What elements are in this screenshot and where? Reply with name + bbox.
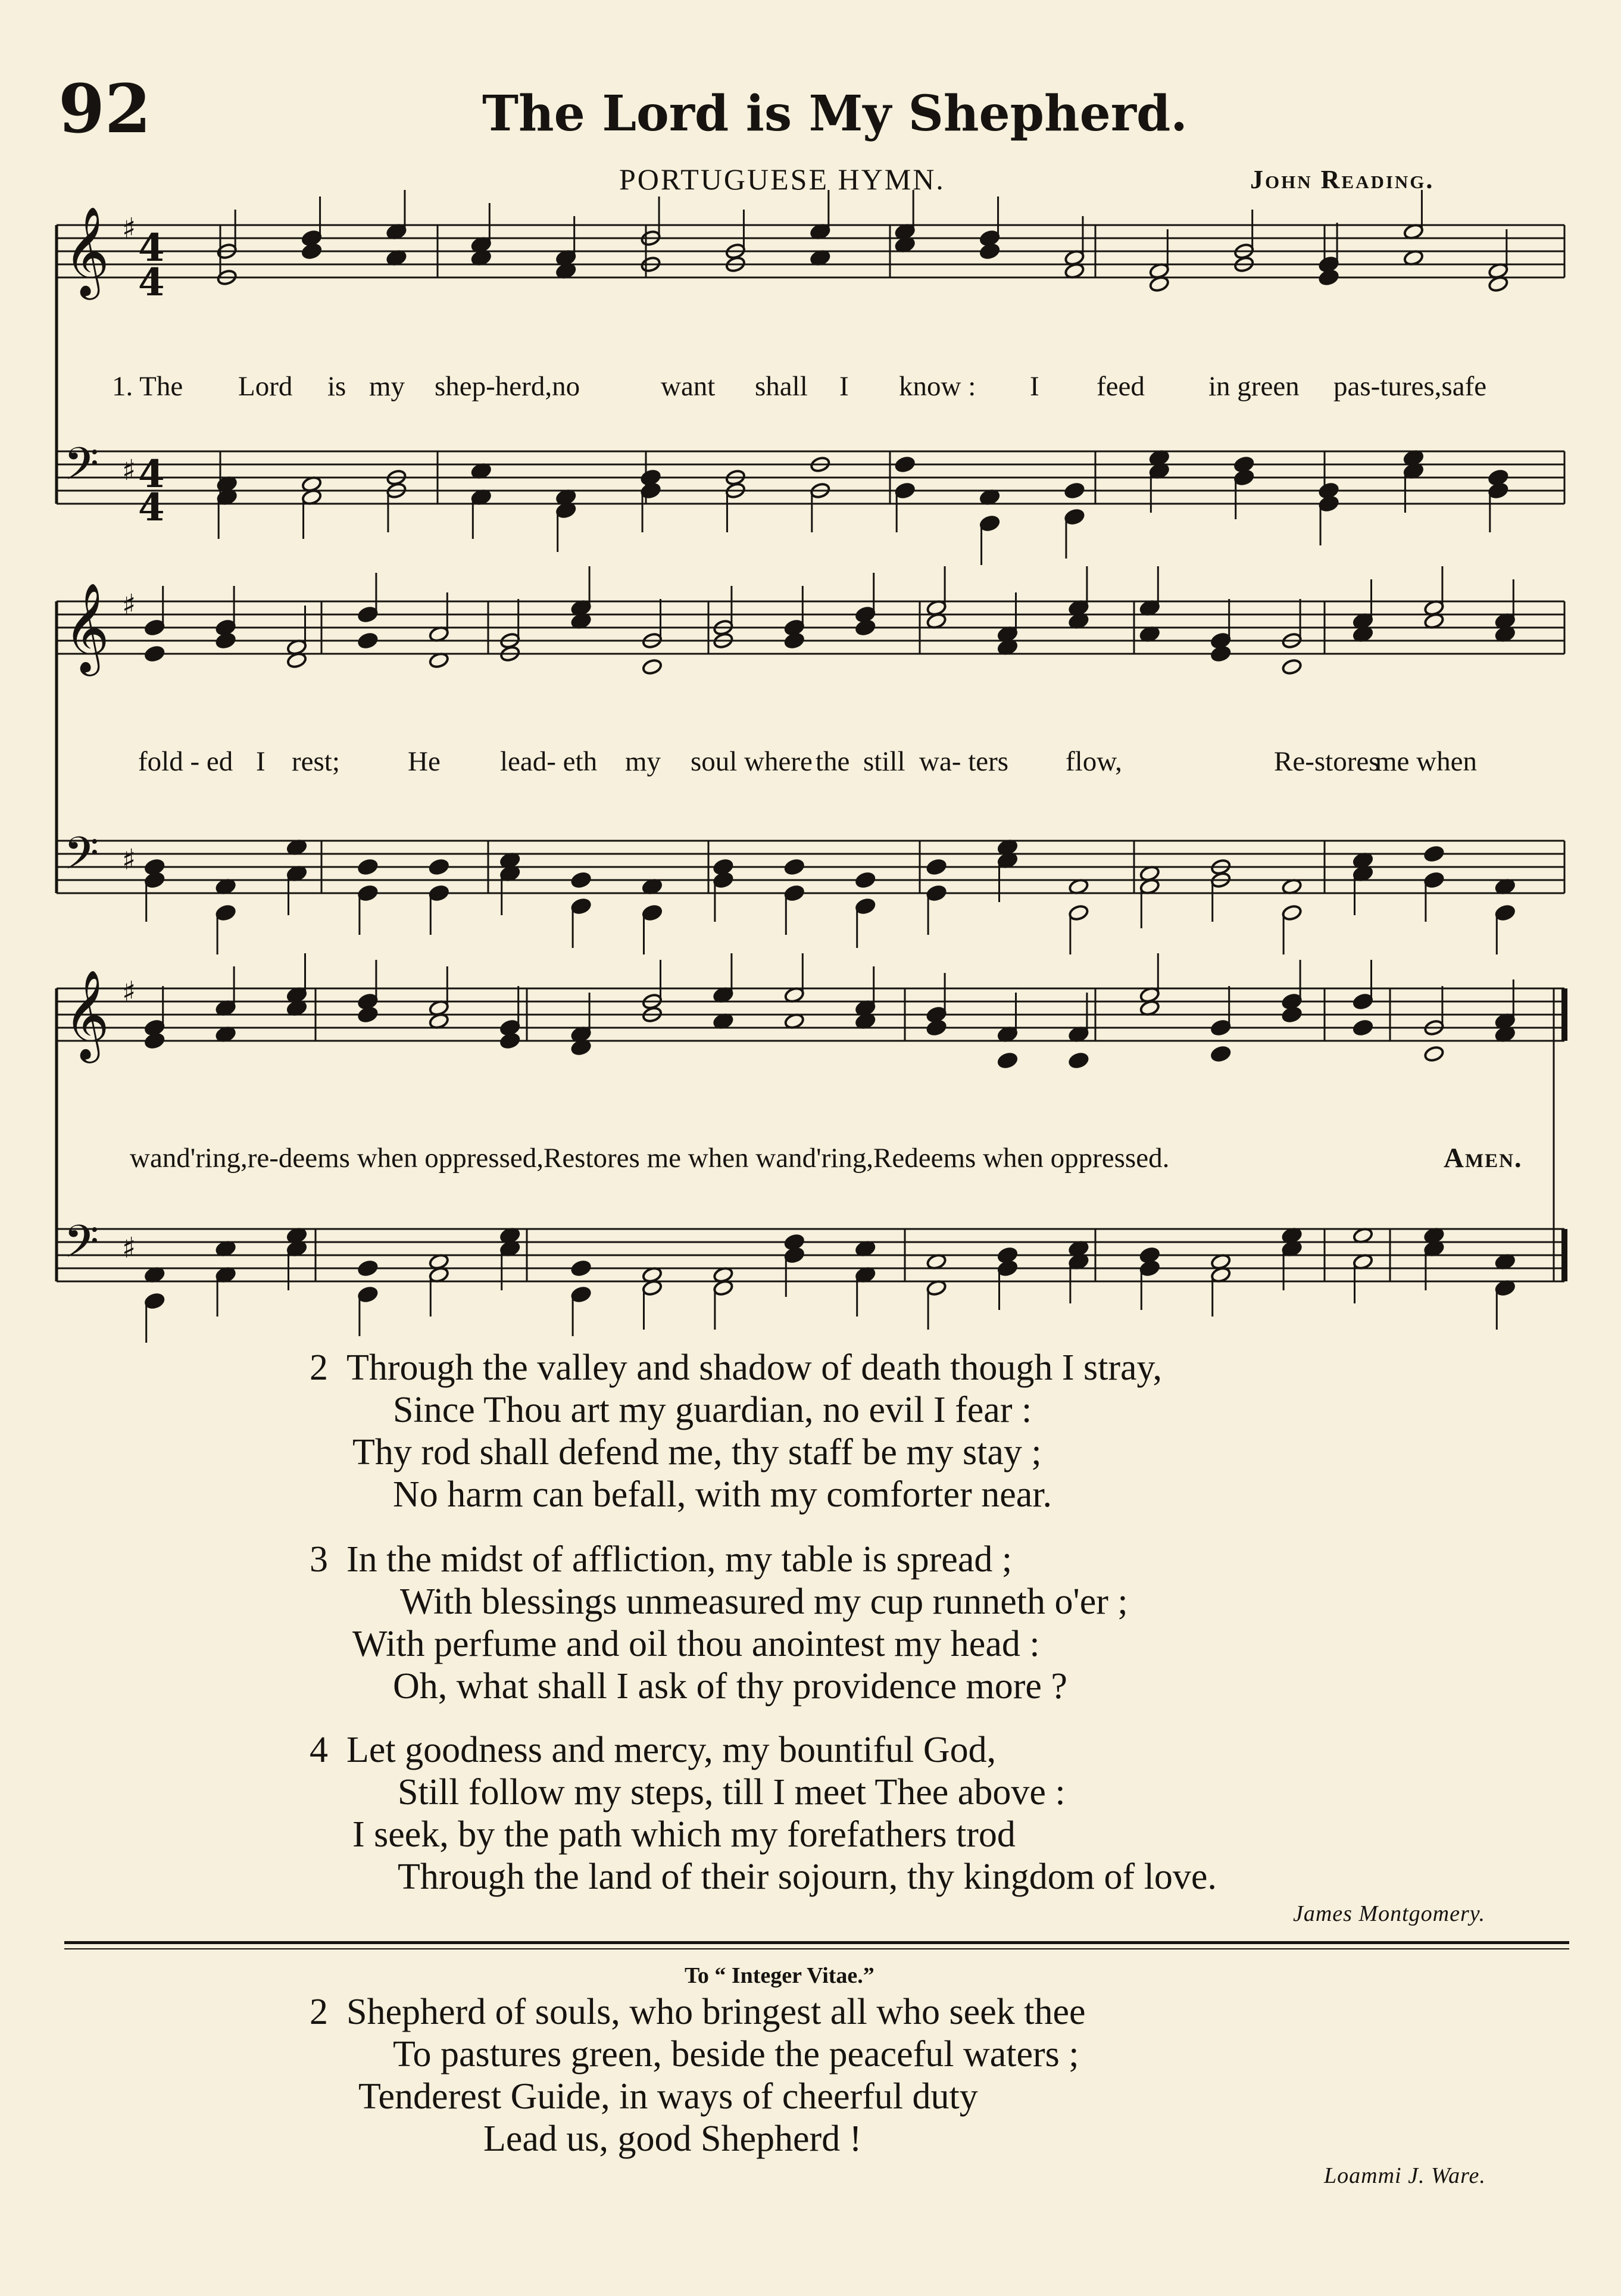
stanza-3 <box>310 1539 1128 1708</box>
stanza-line: With blessings unmeasured my cup runneth o'er ; <box>400 1581 1128 1622</box>
stanza-number: 3 <box>310 1539 328 1580</box>
note-head <box>1495 904 1516 921</box>
time-signature-bottom: 4 <box>138 260 165 305</box>
sharp-icon: ♯ <box>122 212 136 245</box>
lyric-syllable: wa- ters <box>919 746 1009 777</box>
note-head <box>1353 993 1373 1010</box>
stanza-2 <box>310 1347 1162 1516</box>
note-head <box>1064 482 1085 499</box>
note-head <box>571 1259 592 1277</box>
alternate-stanza <box>310 1991 1085 2160</box>
note-head <box>357 1286 378 1303</box>
lyric-syllable: want <box>661 371 716 402</box>
lyric-syllable: I <box>839 371 849 402</box>
lyric-syllable: in green <box>1208 371 1300 402</box>
bass-clef-icon: 𝄢 <box>64 1215 99 1279</box>
note-head <box>429 884 449 901</box>
note-head <box>997 1259 1018 1277</box>
sharp-icon: ♯ <box>122 975 136 1009</box>
alternate-author-credit: Loammi J. Ware. <box>1324 2163 1486 2188</box>
lyric-syllable: soul where <box>691 746 813 777</box>
lyric-syllable: me when <box>1375 746 1477 777</box>
note-head <box>429 858 449 875</box>
time-signature-bottom-bass: 4 <box>138 485 165 530</box>
stanza-line: To pastures green, beside the peaceful waters ; <box>393 2034 1079 2074</box>
note-head <box>215 632 236 649</box>
note-head <box>1210 1019 1231 1036</box>
note-head <box>855 871 876 888</box>
note-head <box>1282 904 1303 921</box>
lyric-syllable: my <box>625 746 661 777</box>
note-head <box>784 884 805 901</box>
note-head <box>1139 1259 1160 1277</box>
note-head <box>357 884 378 901</box>
bass-clef-icon: 𝄢 <box>64 438 99 501</box>
time-signature-top: 4 <box>138 226 165 270</box>
note-head <box>571 871 592 888</box>
alternate-tune-reference: To “ Integer Vitae.” <box>685 1963 874 1988</box>
note-head <box>1068 1052 1089 1069</box>
note-head <box>571 897 592 915</box>
lyric-syllable: rest; <box>292 746 340 777</box>
note-head <box>784 858 805 875</box>
lyric-syllable: flow, <box>1066 746 1122 777</box>
hymn-number: 92 <box>58 70 151 148</box>
divider-rule-thin <box>64 1948 1569 1949</box>
note-head <box>784 1246 805 1264</box>
lyric-syllable: I <box>1030 371 1039 402</box>
note-head <box>301 242 322 260</box>
divider-rule <box>64 1941 1569 1944</box>
sharp-icon: ♯ <box>122 843 136 876</box>
lyric-syllable: know : <box>899 371 976 402</box>
stanza-line: Oh, what shall I ask of thy providence more ? <box>393 1666 1067 1707</box>
note-head <box>1282 658 1303 675</box>
note-head <box>1488 482 1508 499</box>
lyric-syllable: Re-stores <box>1274 746 1380 777</box>
note-head <box>1210 645 1231 662</box>
stanza-number: 2 <box>310 1347 328 1388</box>
sharp-icon: ♯ <box>122 454 136 487</box>
note-head <box>357 632 378 649</box>
lyric-syllable: fold - ed <box>138 746 233 777</box>
note-head <box>1319 269 1339 286</box>
note-head <box>642 904 663 921</box>
note-head <box>144 871 165 888</box>
note-head <box>1423 1045 1444 1062</box>
lyric-syllable: He <box>408 746 441 777</box>
tune-name: PORTUGUESE HYMN. <box>619 163 945 196</box>
stanza-line: Tenderest Guide, in ways of cheerful duty <box>358 2076 978 2117</box>
note-head <box>642 658 663 675</box>
note-head <box>1319 495 1339 512</box>
lyric-syllable: shall <box>755 371 808 402</box>
note-head <box>926 1019 947 1036</box>
sharp-icon: ♯ <box>122 1231 136 1265</box>
note-head <box>1068 904 1089 921</box>
time-signature-top-bass: 4 <box>138 452 165 497</box>
treble-clef-icon: 𝄞 <box>64 205 110 296</box>
stanza-4 <box>310 1729 1217 1898</box>
note-head <box>144 645 165 662</box>
note-head <box>926 884 947 901</box>
sharp-icon: ♯ <box>122 588 136 622</box>
note-head <box>1423 871 1444 888</box>
author-credit: James Montgomery. <box>1293 1901 1486 1926</box>
composer-credit: John Reading. <box>1250 165 1435 194</box>
lyric-line-3-text: wand'ring,re-deems when oppressed,Restores me when wand'ring,Redeems when oppressed. <box>130 1143 1170 1174</box>
note-head <box>215 904 236 921</box>
treble-clef-icon: 𝄞 <box>64 969 110 1059</box>
note-head <box>713 871 733 888</box>
lyric-syllable: lead- eth <box>500 746 598 777</box>
lyric-syllable: the <box>816 746 850 777</box>
lyric-syllable: 1. The <box>112 371 183 402</box>
note-head <box>144 619 165 636</box>
stanza-line: Let goodness and mercy, my bountiful God, <box>346 1730 997 1770</box>
note-head <box>926 858 947 875</box>
note-head <box>1423 845 1444 862</box>
note-head <box>979 514 1000 532</box>
note-head <box>895 482 916 499</box>
lyric-syllable: pas-tures,safe <box>1333 371 1487 402</box>
stanza-line: Through the valley and shadow of death though I stray, <box>346 1347 1162 1388</box>
stanza-line: Shepherd of souls, who bringest all who seek thee <box>346 1992 1086 2032</box>
note-head <box>144 1292 165 1309</box>
note-head <box>895 456 916 473</box>
note-head <box>357 858 378 875</box>
lyric-syllable: shep-herd,no <box>435 371 580 402</box>
lyric-syllable: I <box>256 746 266 777</box>
stanza-line: I seek, by the path which my forefathers trod <box>352 1814 1016 1855</box>
lyric-syllable: still <box>863 746 905 777</box>
stanza-line: Lead us, good Shepherd ! <box>483 2119 862 2159</box>
note-head <box>357 606 378 623</box>
stanza-line: With perfume and oil thou anointest my head : <box>352 1624 1040 1664</box>
note-head <box>855 619 876 636</box>
stanza-number: 4 <box>310 1730 328 1770</box>
note-head <box>1353 1019 1373 1036</box>
treble-clef-icon: 𝄞 <box>64 582 110 672</box>
note-head <box>641 482 661 499</box>
note-head <box>979 242 1000 260</box>
lyric-syllable: my <box>369 371 405 402</box>
note-head <box>1210 1045 1231 1062</box>
note-head <box>1233 469 1254 486</box>
note-head <box>855 897 876 915</box>
note-head <box>997 1052 1018 1069</box>
note-head <box>1282 1006 1303 1023</box>
lyric-syllable: Lord <box>238 371 293 402</box>
stanza-line: Still follow my steps, till I meet Thee above : <box>398 1772 1066 1813</box>
note-head <box>357 1006 378 1023</box>
note-head <box>784 632 805 649</box>
note-head <box>1064 508 1085 525</box>
amen-label: Amen. <box>1444 1143 1523 1174</box>
hymn-title: The Lord is My Shepherd. <box>482 85 1188 142</box>
lyric-syllable: feed <box>1097 371 1145 402</box>
stanza-line: Thy rod shall defend me, thy staff be my stay ; <box>352 1432 1042 1473</box>
note-head <box>144 1032 165 1049</box>
stanza-number: 2 <box>310 1992 328 2032</box>
note-head <box>357 1259 378 1277</box>
stanza-line: Since Thou art my guardian, no evil I fear : <box>393 1390 1032 1430</box>
lyric-syllable: is <box>327 371 346 402</box>
stanza-line: No harm can befall, with my comforter near. <box>393 1474 1052 1515</box>
note-head <box>571 1286 592 1303</box>
bass-clef-icon: 𝄢 <box>64 827 99 891</box>
stanza-line: Through the land of their sojourn, thy kingdom of love. <box>398 1857 1217 1897</box>
note-head <box>499 1032 520 1049</box>
stanza-line: In the midst of affliction, my table is spread ; <box>346 1539 1013 1580</box>
